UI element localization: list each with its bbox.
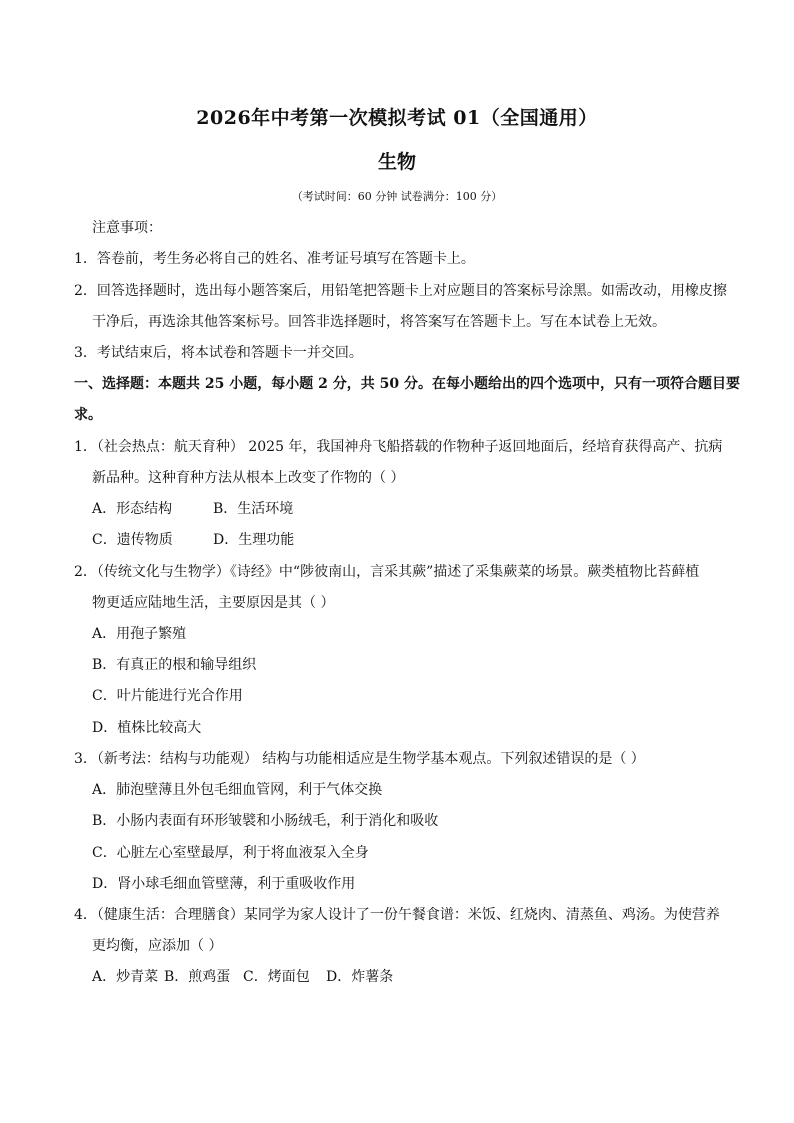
subject-title: 生物 xyxy=(377,151,416,173)
question-2-option-a: A．用孢子繁殖 xyxy=(92,626,187,642)
question-4-option-a: A．炒青菜 xyxy=(92,969,159,985)
question-4-option-c: C．烤面包 xyxy=(243,969,310,985)
section-heading: 一、选择题：本题共 25 小题，每小题 2 分，共 50 分。在每小题给出的四个选项中，只有一项符合题目要 xyxy=(74,376,740,392)
page-title: 2026年中考第一次模拟考试 01（全国通用） xyxy=(196,107,598,129)
question-2-stem: 2．（传统文化与生物学）《诗经》中“陟彼南山，言采其蕨”描述了采集蕨菜的场景。蕨类植物比苔藓植 xyxy=(74,564,700,580)
question-2-option-b: B．有真正的根和输导组织 xyxy=(92,657,257,673)
question-1-stem: 1．（社会热点：航天育种） 2025 年，我国神舟飞船搭载的作物种子返回地面后，经培育获得高产、抗病 xyxy=(74,439,723,455)
question-4-stem-cont: 更均衡，应添加（ ） xyxy=(92,938,223,954)
question-3-option-b: B．小肠内表面有环形皱襞和小肠绒毛，利于消化和吸收 xyxy=(92,813,439,829)
question-4-option-b: B．煎鸡蛋 xyxy=(164,969,231,985)
question-1-option-b: B．生活环境 xyxy=(213,501,294,517)
exam-info: （考试时间：60 分钟 试卷满分：100 分） xyxy=(291,190,503,203)
note-item-2: 2．回答选择题时，选出每小题答案后，用铅笔把答题卡上对应题目的答案标号涂黑。如需改动，用橡皮擦 xyxy=(74,283,727,299)
question-4-option-d: D．炸薯条 xyxy=(326,969,394,985)
question-2-option-c: C．叶片能进行光合作用 xyxy=(92,688,243,704)
question-4-stem: 4．（健康生活：合理膳食）某同学为家人设计了一份午餐食谱：米饭、红烧肉、清蒸鱼、鸡汤。为使营养 xyxy=(74,907,720,923)
question-1-option-d: D．生理功能 xyxy=(213,532,295,548)
notes-heading: 注意事项： xyxy=(92,220,162,236)
question-1-option-c: C．遗传物质 xyxy=(92,532,173,548)
question-3-option-a: A．肺泡壁薄且外包毛细血管网，利于气体交换 xyxy=(92,782,383,798)
question-1-stem-cont: 新品种。这种育种方法从根本上改变了作物的（ ） xyxy=(92,470,405,486)
note-item-2-cont: 干净后，再选涂其他答案标号。回答非选择题时，将答案写在答题卡上。写在本试卷上无效。 xyxy=(92,314,666,330)
note-item-1: 1．答卷前，考生务必将自己的姓名、准考证号填写在答题卡上。 xyxy=(74,251,475,267)
question-1-option-a: A．形态结构 xyxy=(92,501,173,517)
question-2-stem-cont: 物更适应陆地生活，主要原因是其（ ） xyxy=(92,595,335,611)
question-3-option-c: C．心脏左心室壁最厚，利于将血液泵入全身 xyxy=(92,845,369,861)
question-3-option-d: D．肾小球毛细血管壁薄，利于重吸收作用 xyxy=(92,876,356,892)
note-item-3: 3．考试结束后，将本试卷和答题卡一并交回。 xyxy=(74,345,363,361)
question-3-stem: 3．（新考法：结构与功能观） 结构与功能相适应是生物学基本观点。下列叙述错误的是（ ） xyxy=(74,751,645,767)
question-2-option-d: D．植株比较高大 xyxy=(92,720,202,736)
section-heading-cont: 求。 xyxy=(74,407,102,423)
